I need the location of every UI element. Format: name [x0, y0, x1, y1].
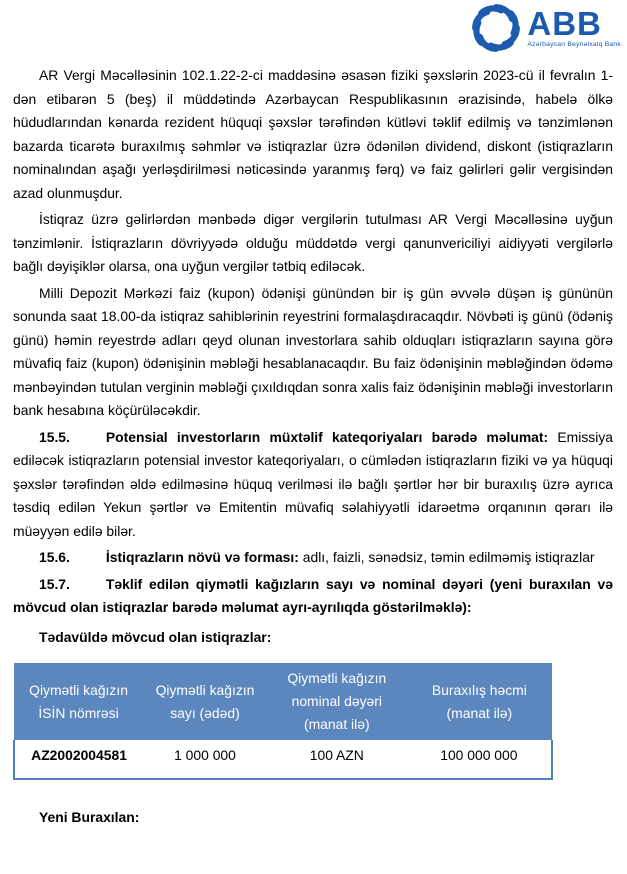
table-header-nominal-value: Qiymətli kağızın nominal dəyəri (manat ilə) — [267, 663, 407, 740]
table-header-isin: Qiymətli kağızın İSİN nömrəsi — [14, 663, 143, 740]
section-15-5-heading: Potensial investorların müxtəlif kateqoriyaları barədə məlumat: — [105, 428, 549, 445]
cell-nominal-value: 100 AZN — [267, 740, 407, 779]
document-content — [13, 64, 613, 833]
table-row — [14, 740, 552, 779]
section-15-6-number: 15.6. — [39, 549, 70, 565]
section-15-5-number: 15.5. — [39, 428, 70, 445]
cell-issue-volume: 100 000 000 — [407, 740, 552, 779]
bonds-table — [13, 663, 553, 780]
section-15-5 — [13, 426, 613, 544]
table-header-issue-volume: Buraxılış həcmi (manat ilə) — [407, 663, 552, 740]
section-15-6-heading: İstiqrazların növü və forması: — [105, 549, 299, 565]
section-15-5-body: Emissiya ediləcək istiqrazların potensial investor kateqoriyaları, o cümlədən istiqrazların fiziki və ya hüquqi şəxslər tərəfindən əldə edilməsinə hüquq verilməsi ilə bağlı şərtlər hər bir buraxılış üzrə ayrıca təsdiq edilən Yekun şərtlər və Emitentin müvafiq səlahiyyətli idarəetmə orqanının qərarı ilə müəyyən edilə bilər. — [13, 428, 613, 539]
section-15-7-heading: Təklif edilən qiymətli kağızların sayı və nominal dəyəri (yeni buraxılan və mövcud olan istiqrazlar barədə məlumat ayrı-ayrılıqda göstərilməklə): — [13, 575, 613, 615]
logo-subtitle: Azərbaycan Beynəlxalq Bank — [527, 41, 621, 48]
table-header-quantity: Qiymətli kağızın sayı (ədəd) — [143, 663, 267, 740]
cell-quantity: 1 000 000 — [143, 740, 267, 779]
section-15-7-number: 15.7. — [39, 575, 70, 592]
abb-logo — [470, 2, 621, 54]
paragraph-withholding-regulation: İstiqraz üzrə gəlirlərdən mənbədə digər vergilərin tutulması AR Vergi Məcəlləsinə uyğun tənzimlənir. İstiqrazların dövriyyədə olduğu müddətdə vergi qanunvericiliyi aidiyyəti vergilərlə bağlı dəyişiklər olarsa, ona uyğun vergilər tətbiq ediləcək. — [13, 211, 613, 274]
section-15-7 — [13, 573, 613, 620]
logo-text — [527, 2, 621, 48]
abb-swirl-icon — [470, 2, 522, 54]
table-header-row — [14, 663, 552, 740]
paragraph-coupon-payment-process: Milli Depozit Mərkəzi faiz (kupon) ödənişi günündən bir iş gün əvvələ düşən iş gününün sonunda saat 18.00-da istiqraz sahiblərinin reyestrini formalaşdıracaqdır. Növbəti iş günü (ödəniş günü) həmin reyestrdə adları qeyd olunan investorlara sahib olduqları istiqrazların sayına görə müvafiq faiz (kupon) ödənişinin məbləği hesablanacaqdır. Bu faiz ödənişinin məbləğindən ödəmə mənbəyindən tutulan verginin məbləği çıxıldıqdan sonra xalis faiz ödənişinin məbləği investorların bank hesabına köçürüləcəkdir. — [13, 284, 613, 418]
table-title: Tədavüldə mövcud olan istiqrazlar: — [39, 628, 272, 645]
logo-brand-name: ABB — [527, 5, 602, 42]
cell-isin: AZ2002004581 — [14, 740, 143, 779]
section-15-6 — [13, 546, 613, 570]
new-issue-heading: Yeni Buraxılan: — [39, 809, 140, 825]
paragraph-tax-exemption: AR Vergi Məcəlləsinin 102.1.22-2-ci maddəsinə əsasən fiziki şəxslərin 2023-cü il fevralın 1-dən etibarən 5 (beş) il müddətində Azərbaycan Respublikasının ərazisində, habelə ölkə hüdudlarından kənarda rezident hüquqi şəxslər tərəfindən kütləvi təklif edilmiş və tənzimlənən bazarda ticarətə buraxılmış səhmlər və istiqrazlar üzrə ödənilən dividend, diskont (istiqrazların nominalından aşağı yerləşdirilməsi nəticəsində yaranmış fərq) və faiz gəlirləri gəlir vergisindən azad olunmuşdur. — [13, 67, 613, 201]
section-15-6-body: adlı, faizli, sənədsiz, təmin edilməmiş istiqrazlar — [298, 549, 595, 565]
